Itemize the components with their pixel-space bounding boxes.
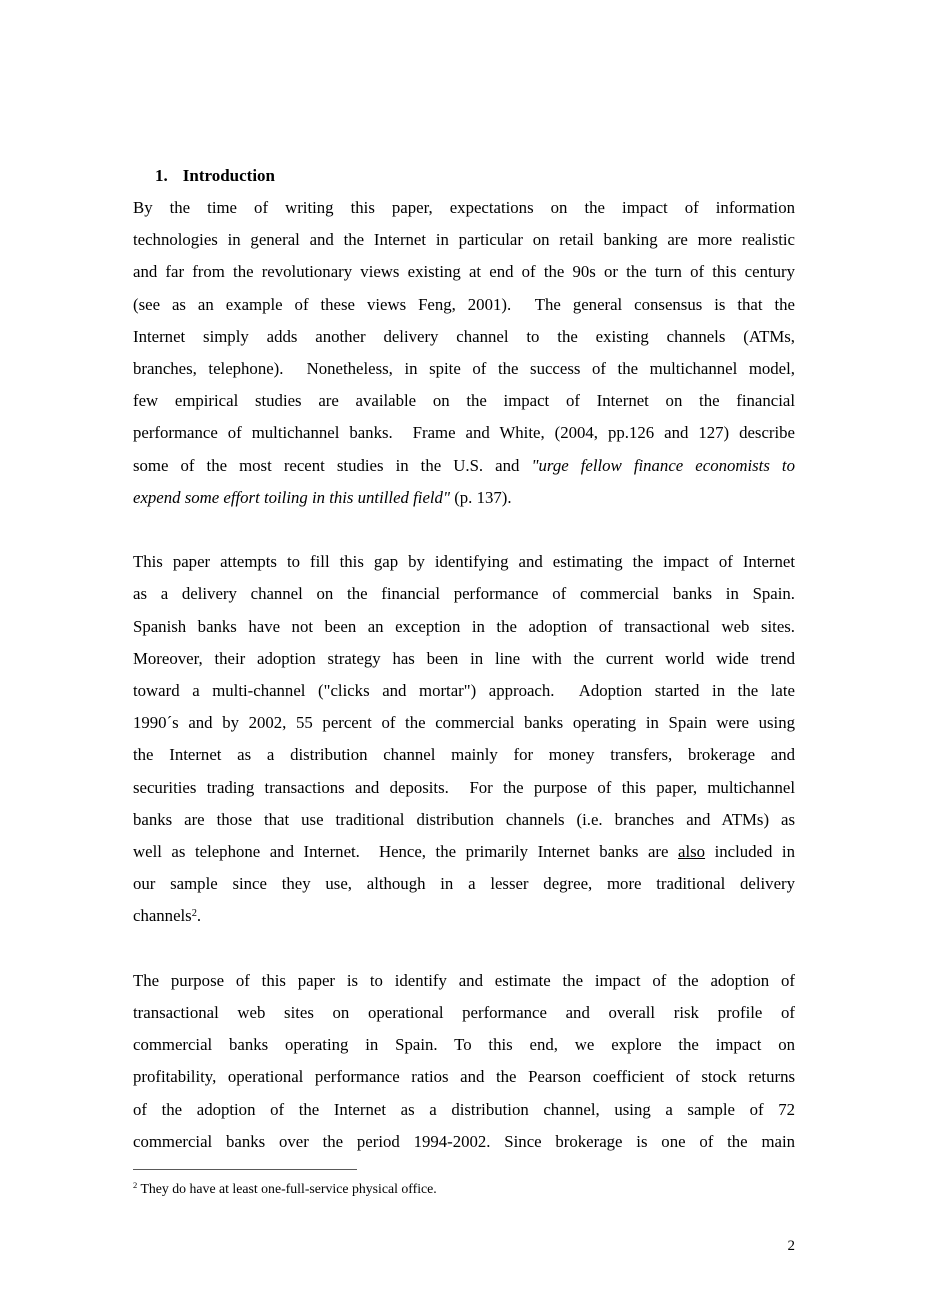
text-segment: commercial banks operating in Spain. To this end, we explore the impact on — [133, 1035, 795, 1055]
text-segment: few empirical studies are available on the impact of Internet on the financial — [133, 391, 795, 411]
footnote-reference: 2 — [191, 907, 197, 919]
footnote-text: They do have at least one-full-service physical office. — [137, 1181, 437, 1196]
text-segment: "urge fellow finance economists to — [531, 455, 795, 475]
text-segment: also — [678, 842, 706, 862]
paragraph — [133, 192, 795, 514]
text-segment: securities trading transactions and deposits. For the purpose of this paper, multichannel — [133, 777, 795, 797]
text-line — [133, 385, 795, 417]
text-segment: of the adoption of the Internet as a distribution channel, using a sample of 72 — [133, 1099, 795, 1119]
text-line — [133, 707, 795, 739]
text-line — [133, 417, 795, 449]
text-segment: technologies in general and the Internet in particular on retail banking are more realistic — [133, 230, 795, 250]
text-line — [133, 482, 795, 514]
text-segment: well as telephone and Internet. Hence, the primarily Internet banks are — [133, 842, 679, 862]
text-segment: Internet simply adds another delivery channel to the existing channels (ATMs, — [133, 326, 795, 346]
text-line — [133, 289, 795, 321]
text-segment: branches, telephone). Nonetheless, in spite of the success of the multichannel model, — [133, 359, 795, 379]
footnote-separator — [133, 1169, 357, 1170]
text-segment: The purpose of this paper is to identify and estimate the impact of the adoption of — [133, 970, 795, 990]
footnote-marker: 2 — [133, 1180, 138, 1191]
text-segment: Spanish banks have not been an exception in the adoption of transactional web sites. — [133, 616, 795, 636]
text-segment: channels — [133, 906, 192, 926]
text-line — [133, 353, 795, 385]
text-line — [133, 739, 795, 771]
section-title: Introduction — [182, 166, 276, 185]
text-segment: some of the most recent studies in the U.S. and — [133, 455, 532, 475]
text-segment: Moreover, their adoption strategy has been in line with the current world wide trend — [133, 648, 795, 668]
text-segment: expend some effort toiling in this untilled field" — [133, 487, 450, 507]
text-segment: This paper attempts to fill this gap by identifying and estimating the impact of Internet — [133, 552, 795, 572]
text-segment: By the time of writing this paper, expectations on the impact of information — [133, 198, 795, 217]
text-line — [133, 804, 795, 836]
text-segment: (p. 137). — [450, 487, 512, 507]
text-line — [133, 224, 795, 256]
text-segment: profitability, operational performance ratios and the Pearson coefficient of stock returns — [133, 1067, 795, 1087]
text-line — [133, 256, 795, 288]
text-segment: performance of multichannel banks. Frame and White, (2004, pp.126 and 127) describe — [133, 423, 795, 443]
text-segment: and far from the revolutionary views existing at end of the 90s or the turn of this century — [133, 262, 795, 282]
text-line — [133, 965, 795, 997]
text-segment: the Internet as a distribution channel mainly for money transfers, brokerage and — [133, 745, 795, 765]
text-line — [133, 450, 795, 482]
text-line — [133, 836, 795, 868]
footnote — [133, 1179, 795, 1199]
page-number: 2 — [787, 1238, 795, 1254]
paragraph — [133, 965, 795, 1158]
text-line — [133, 1126, 795, 1158]
section-heading — [133, 160, 795, 192]
text-line — [133, 900, 795, 932]
text-line — [133, 192, 795, 224]
text-line — [133, 546, 795, 578]
text-line — [133, 1061, 795, 1093]
text-segment: transactional web sites on operational performance and overall risk profile of — [133, 1003, 795, 1023]
text-line — [133, 321, 795, 353]
text-segment: toward a multi-channel ("clicks and mortar") approach. Adoption started in the late — [133, 681, 795, 701]
text-line — [133, 611, 795, 643]
paragraph — [133, 546, 795, 932]
text-line — [133, 997, 795, 1029]
text-segment: as a delivery channel on the financial performance of commercial banks in Spain. — [133, 584, 795, 604]
text-segment: (see as an example of these views Feng, 2001). The general consensus is that the — [133, 294, 795, 314]
text-line — [133, 1029, 795, 1061]
text-segment: 1990´s and by 2002, 55 percent of the commercial banks operating in Spain were using — [133, 713, 795, 733]
text-segment: included in — [705, 842, 795, 862]
text-segment: banks are those that use traditional distribution channels (i.e. branches and ATMs) as — [133, 809, 795, 829]
text-line — [133, 643, 795, 675]
text-segment: . — [196, 906, 202, 926]
text-line — [133, 1094, 795, 1126]
document-body — [133, 192, 795, 1190]
text-line — [133, 578, 795, 610]
section-number: 1. — [155, 166, 168, 185]
text-line — [133, 675, 795, 707]
text-line — [133, 772, 795, 804]
text-line — [133, 868, 795, 900]
text-segment: commercial banks over the period 1994-2002. Since brokerage is one of the main — [133, 1131, 795, 1151]
text-segment: our sample since they use, although in a lesser degree, more traditional delivery — [133, 874, 795, 894]
